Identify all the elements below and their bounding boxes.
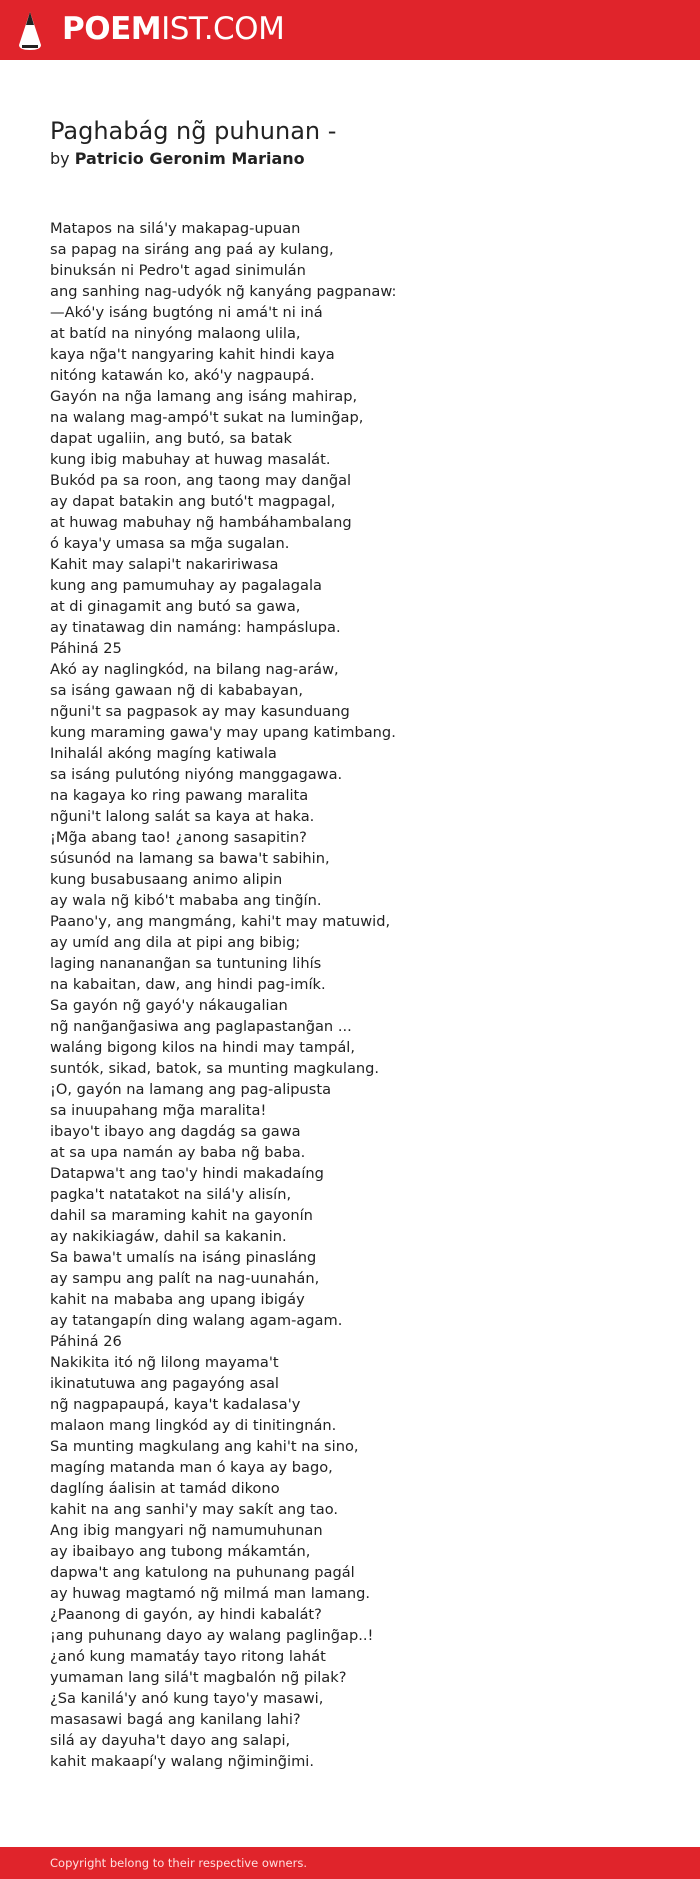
poem-line: kahit na mababa ang upang ibigáy bbox=[50, 1291, 305, 1308]
poem-line: ¡O, gayón na lamang ang pag-alipusta bbox=[50, 1081, 332, 1098]
byline bbox=[50, 148, 305, 170]
poem-line: at di ginagamit ang butó sa gawa, bbox=[50, 598, 301, 615]
poem-line: Kahit may salapi't nakaririwasa bbox=[50, 556, 279, 573]
poem-line: dapat ugaliin, ang butó, sa batak bbox=[50, 430, 292, 447]
poem-line: waláng bigong kilos na hindi may tampál, bbox=[50, 1039, 355, 1056]
poem-line: súsunód na lamang sa bawa't sabihin, bbox=[50, 850, 330, 867]
poem-line: dahil sa maraming kahit na gayonín bbox=[50, 1207, 313, 1224]
pen-nib-icon[interactable] bbox=[18, 11, 42, 51]
poem-line: daglíng áalisin at tamád dikono bbox=[50, 1480, 280, 1497]
poem-line: pagka't natatakot na silá'y alisín, bbox=[50, 1186, 292, 1203]
poem-line: ay dapat batakin ang butó't magpagal, bbox=[50, 493, 336, 510]
poem-line: ay huwag magtamó ng̃ milmá man lamang. bbox=[50, 1585, 371, 1602]
poem-line: na walang mag-ampó't sukat na luming̃ap, bbox=[50, 409, 364, 426]
poem-line: sa inuupahang mg̃a maralita! bbox=[50, 1102, 267, 1119]
site-logo-link[interactable] bbox=[62, 9, 284, 49]
poem-line: ¡ang puhunang dayo ay walang pagling̃ap..! bbox=[50, 1627, 374, 1644]
poem-line: kung ibig mabuhay at huwag masalát. bbox=[50, 451, 331, 468]
poem-line: at sa upa namán ay baba ng̃ baba. bbox=[50, 1144, 306, 1161]
poem-line: ay tatangapín ding walang agam-agam. bbox=[50, 1312, 343, 1329]
poem-line: kung ang pamumuhay ay pagalagala bbox=[50, 577, 322, 594]
poem-line: ¡Mg̃a abang tao! ¿anong sasapitin? bbox=[50, 829, 307, 846]
site-header bbox=[0, 0, 700, 60]
poem-line: ay wala ng̃ kibó't mababa ang ting̃ín. bbox=[50, 892, 322, 909]
poem-line: suntók, sikad, batok, sa munting magkulang. bbox=[50, 1060, 380, 1077]
poem-line: ay sampu ang palít na nag-uunahán, bbox=[50, 1270, 320, 1287]
site-footer bbox=[0, 1847, 700, 1879]
poem-line: na kabaitan, daw, ang hindi pag-imík. bbox=[50, 976, 326, 993]
poem-line: kung maraming gawa'y may upang katimbang. bbox=[50, 724, 396, 741]
poem-line: ¿Paanong di gayón, ay hindi kabalát? bbox=[50, 1606, 322, 1623]
poem-line: ¿anó kung mamatáy tayo ritong lahát bbox=[50, 1648, 326, 1665]
author-name: Patricio Geronim Mariano bbox=[74, 149, 305, 168]
brand-bold: POEM bbox=[62, 11, 162, 47]
poem-line: magíng matanda man ó kaya ay bago, bbox=[50, 1459, 333, 1476]
poem-body bbox=[50, 218, 650, 1772]
poem-line: ng̃uni't lalong salát sa kaya at haka. bbox=[50, 808, 315, 825]
poem-line: Gayón na ng̃a lamang ang isáng mahirap, bbox=[50, 388, 358, 405]
poem-line: ¿Sa kanilá'y anó kung tayo'y masawi, bbox=[50, 1690, 324, 1707]
poem-line: ó kaya'y umasa sa mg̃a sugalan. bbox=[50, 535, 290, 552]
poem-line: kaya ng̃a't nangyaring kahit hindi kaya bbox=[50, 346, 335, 363]
poem-line: Datapwa't ang tao'y hindi makadaíng bbox=[50, 1165, 324, 1182]
poem-line: Nakikita itó ng̃ lilong mayama't bbox=[50, 1354, 279, 1371]
poem-line: ay nakikiagáw, dahil sa kakanin. bbox=[50, 1228, 287, 1245]
poem-line: ay tinatawag din namáng: hampáslupa. bbox=[50, 619, 341, 636]
poem-line: —Akó'y isáng bugtóng ni amá't ni iná bbox=[50, 304, 323, 321]
poem-title: Paghabág ng̃ puhunan - bbox=[50, 117, 337, 145]
poem-line: at huwag mabuhay ng̃ hambáhambalang bbox=[50, 514, 352, 531]
brand-light: IST.COM bbox=[161, 11, 285, 47]
poem-line: ibayo't ibayo ang dagdág sa gawa bbox=[50, 1123, 301, 1140]
poem-line: binuksán ni Pedro't agad sinimulán bbox=[50, 262, 306, 279]
poem-line: silá ay dayuha't dayo ang salapi, bbox=[50, 1732, 291, 1749]
poem-line: Páhiná 25 bbox=[50, 640, 122, 657]
poem-line: dapwa't ang katulong na puhunang pagál bbox=[50, 1564, 355, 1581]
poem-line: Sa bawa't umalís na isáng pinasláng bbox=[50, 1249, 317, 1266]
poem-line: Páhiná 26 bbox=[50, 1333, 122, 1350]
poem-line: kahit makaapí'y walang ng̃iming̃imi. bbox=[50, 1753, 314, 1770]
poem-line: kung busabusaang animo alipin bbox=[50, 871, 283, 888]
poem-line: yumaman lang silá't magbalón ng̃ pilak? bbox=[50, 1669, 347, 1686]
poem-line: ang sanhing nag-udyók ng̃ kanyáng pagpanaw: bbox=[50, 283, 397, 300]
poem-line: Paano'y, ang mangmáng, kahi't may matuwid, bbox=[50, 913, 391, 930]
poem-line: masasawi bagá ang kanilang lahi? bbox=[50, 1711, 301, 1728]
poem-line: Ang ibig mangyari ng̃ namumuhunan bbox=[50, 1522, 323, 1539]
poem-line: Matapos na silá'y makapag-upuan bbox=[50, 220, 301, 237]
poem-line: sa isáng pulutóng niyóng manggagawa. bbox=[50, 766, 343, 783]
poem-line: ng̃uni't sa pagpasok ay may kasunduang bbox=[50, 703, 350, 720]
poem-line: Akó ay naglingkód, na bilang nag-aráw, bbox=[50, 661, 339, 678]
poem-line: laging nananang̃an sa tuntuning lihís bbox=[50, 955, 322, 972]
poem-line: sa papag na siráng ang paá ay kulang, bbox=[50, 241, 334, 258]
by-label: by bbox=[50, 149, 70, 168]
poem-line: ng̃ nagpapaupá, kaya't kadalasa'y bbox=[50, 1396, 301, 1413]
poem-line: at batíd na ninyóng malaong ulila, bbox=[50, 325, 301, 342]
copyright-notice: Copyright belong to their respective owners. bbox=[50, 1856, 308, 1870]
poem-line: ng̃ nang̃ang̃asiwa ang paglapastang̃an ... bbox=[50, 1018, 352, 1035]
poem-line: Inihalál akóng magíng katiwala bbox=[50, 745, 277, 762]
poem-line: ay umíd ang dila at pipi ang bibig; bbox=[50, 934, 301, 951]
poem-line: na kagaya ko ring pawang maralita bbox=[50, 787, 309, 804]
poem-line: kahit na ang sanhi'y may sakít ang tao. bbox=[50, 1501, 339, 1518]
poem-line: sa isáng gawaan ng̃ di kababayan, bbox=[50, 682, 303, 699]
poem-line: ikinatutuwa ang pagayóng asal bbox=[50, 1375, 279, 1392]
poem-line: Sa gayón ng̃ gayó'y nákaugalian bbox=[50, 997, 288, 1014]
poem-line: Sa munting magkulang ang kahi't na sino, bbox=[50, 1438, 359, 1455]
poem-line: Bukód pa sa roon, ang taong may dang̃al bbox=[50, 472, 352, 489]
poem-line: ay ibaibayo ang tubong mákamtán, bbox=[50, 1543, 311, 1560]
poem-line: nitóng katawán ko, akó'y nagpaupá. bbox=[50, 367, 315, 384]
poem-line: malaon mang lingkód ay di tinitingnán. bbox=[50, 1417, 337, 1434]
